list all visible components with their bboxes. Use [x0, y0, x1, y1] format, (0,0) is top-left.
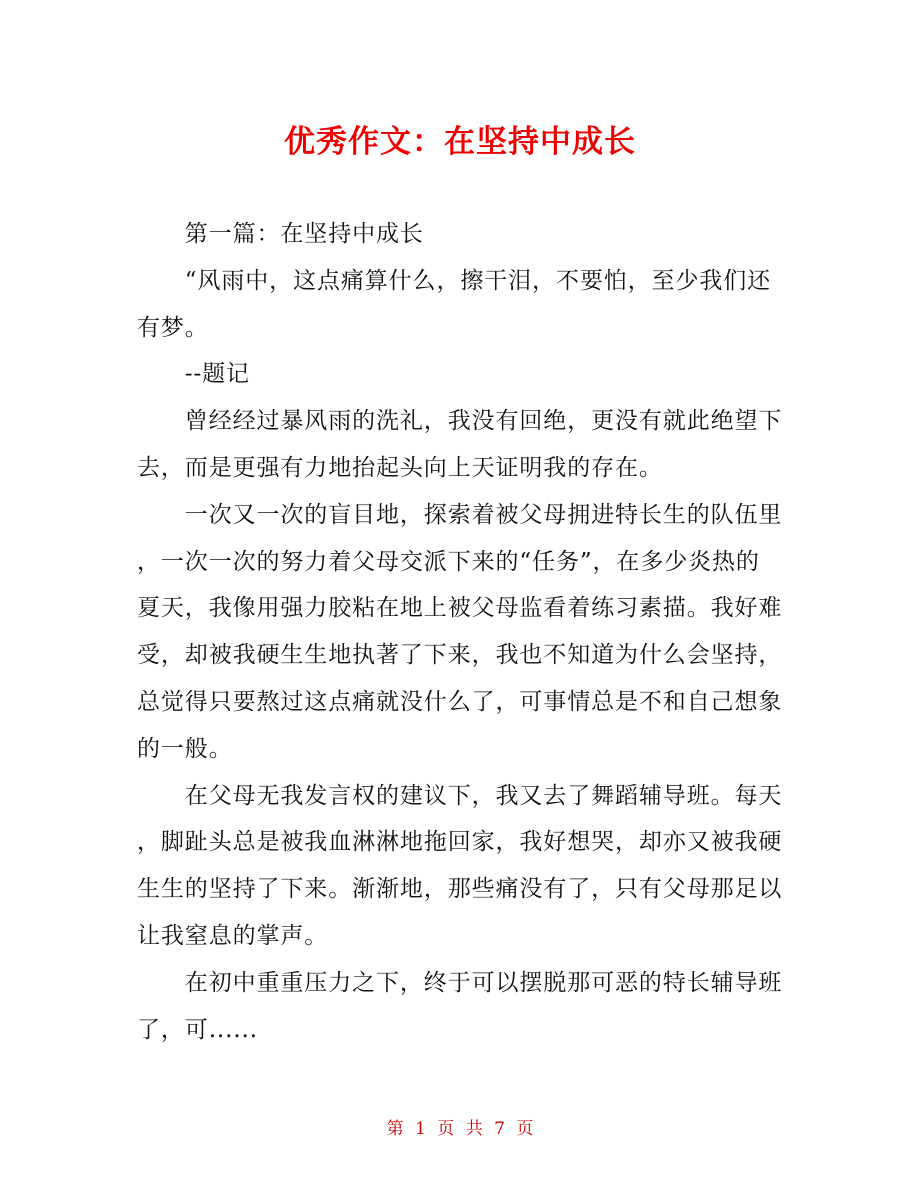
page-number: 第 1 页 共 7 页	[386, 1119, 534, 1139]
text-line: 曾经经过暴风雨的洗礼，我没有回绝，更没有就此绝望下	[137, 408, 783, 435]
text-line: 有梦。	[137, 314, 209, 341]
text-line: 生生的坚持了下来。渐渐地，那些痛没有了，只有父母那足以	[137, 876, 783, 903]
text-line: ，脚趾头总是被我血淋淋地拖回家，我好想哭，却亦又被我硬	[137, 829, 783, 856]
text-line: 第一篇：在坚持中成长	[137, 221, 424, 247]
text-line: 在初中重重压力之下，终于可以摆脱那可恶的特长辅导班	[137, 969, 783, 996]
text-line: 让我窒息的掌声。	[137, 923, 329, 949]
text-line: 总觉得只要熬过这点痛就没什么了，可事情总是不和自己想象	[137, 689, 783, 715]
text-line: “风雨中，这点痛算什么，擦干泪，不要怕，至少我们还	[137, 267, 772, 294]
text-line: 夏天，我像用强力胶粘在地上被父母监看着练习素描。我好难	[137, 595, 783, 622]
text-line: ，一次一次的努力着父母交派下来的“任务”，在多少炎热的	[137, 548, 760, 575]
text-line: 一次又一次的盲目地，探索着被父母拥进特长生的队伍里	[137, 501, 783, 528]
text-line: --题记	[137, 361, 250, 388]
text-line: 在父母无我发言权的建议下，我又去了舞蹈辅导班。每天	[137, 782, 783, 809]
document-title: 优秀作文：在坚持中成长	[284, 124, 636, 160]
text-line: 了，可......	[137, 1016, 258, 1043]
text-line: 的一般。	[137, 735, 233, 762]
text-line: 去，而是更强有力地抬起头向上天证明我的存在。	[137, 455, 663, 481]
text-line: 受，却被我硬生生地执著了下来，我也不知道为什么会坚持，	[137, 642, 783, 669]
